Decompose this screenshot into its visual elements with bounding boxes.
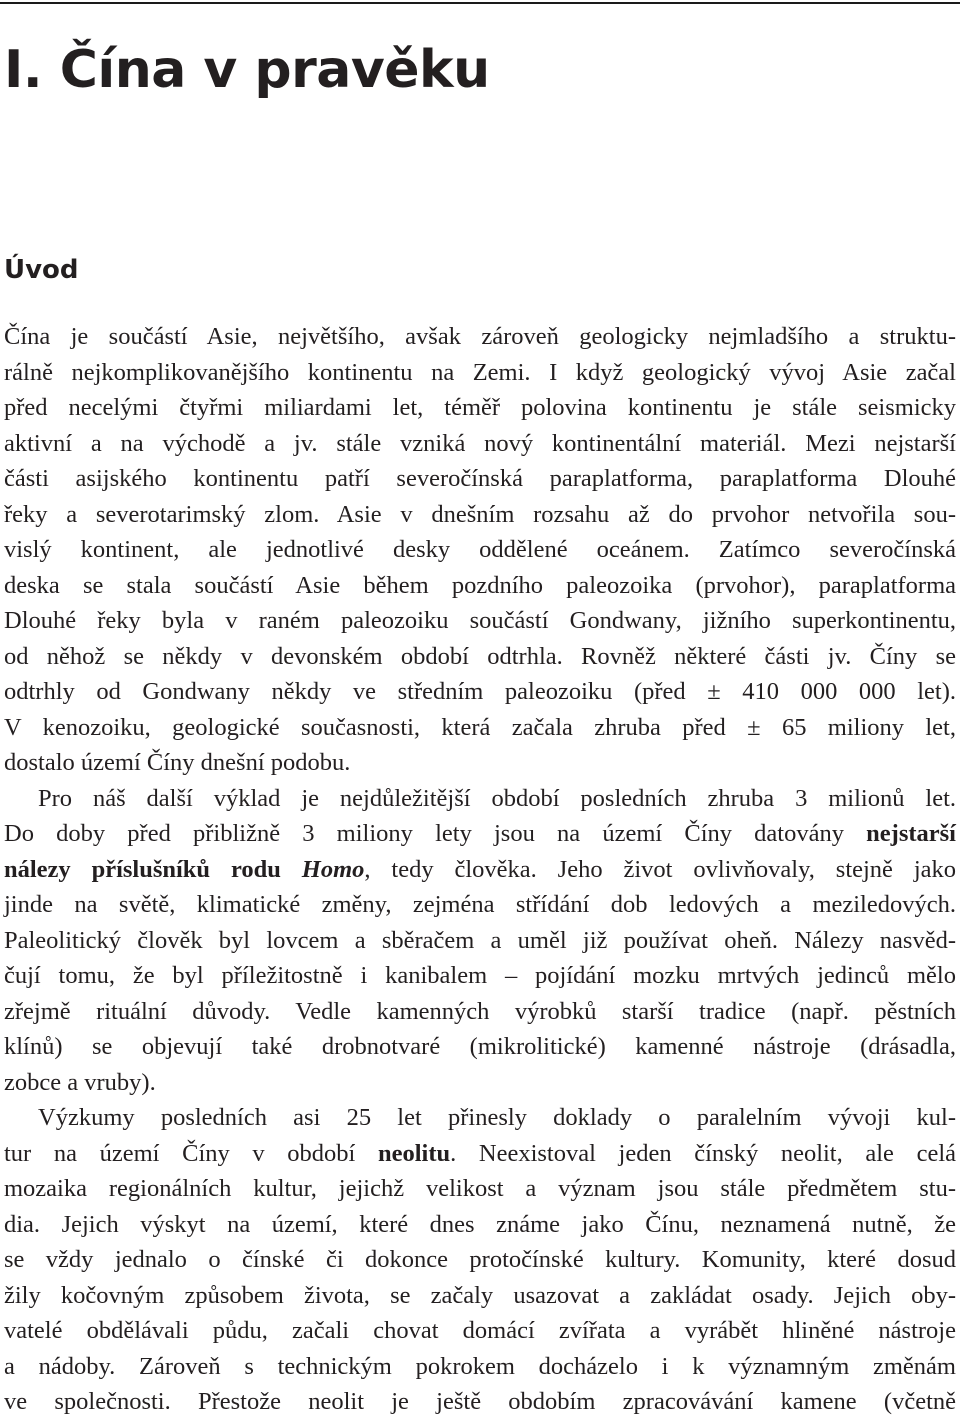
bold-term: nálezy příslušníků rodu [4, 855, 302, 883]
text-line: vatelé obdělávali půdu, začali chovat domácí zvířata a vyrábět hliněné nástroje [4, 1317, 956, 1344]
text-line: čují tomu, že byl příležitostně i kanibalem – pojídání mozku mrtvých jedinců mělo [4, 962, 956, 989]
text-line [4, 1136, 956, 1172]
text-line: deska se stala součástí Asie během pozdního paleozoika (prvohor), paraplatforma [4, 571, 956, 599]
text-line: zobce a vruby). [4, 1068, 156, 1096]
paragraph-2 [4, 781, 956, 1101]
bold-term: nejstarší [866, 820, 956, 847]
text-line: Pro náš další výklad je nejdůležitější období posledních zhruba 3 milionů let. [38, 784, 956, 812]
text-line: Dlouhé řeky byla v raném paleozoiku součástí Gondwany, jižního superkontinentu, [4, 607, 956, 634]
text-line: Paleolitický člověk byl lovcem a sběračem a uměl již používat oheň. Nálezy nasvěd- [4, 926, 956, 954]
text-line: a nádoby. Zároveň s technickým pokrokem docházelo i k významným změnám [4, 1352, 956, 1380]
italic-term: Homo [301, 855, 365, 883]
text-line: od něhož se někdy v devonském období odtrhla. Rovněž některé části jv. Číny se [4, 642, 956, 670]
text-line: Čína je součástí Asie, největšího, avšak zároveň geologicky nejmladšího a struktu- [4, 323, 956, 350]
text-line: Výzkumy posledních asi 25 let přinesly doklady o paralelním vývoji kul- [38, 1104, 956, 1131]
section-heading: Úvod [4, 255, 79, 285]
text-line: rálně nejkomplikovanějšího kontinentu na Zemi. I když geologický vývoj Asie začal [4, 358, 956, 386]
text-line: odtrhly od Gondwany někdy ve středním paleozoiku (před ± 410 000 000 let). [4, 678, 956, 705]
text-run: tur na území Číny v období [4, 1139, 378, 1167]
text-line: jinde na světě, klimatické změny, zejména střídání dob ledových a meziledových. [4, 891, 956, 918]
top-rule [0, 2, 960, 4]
text-line: ve společnosti. Přestože neolit je ještě obdobím zpracovávání kamene (včetně [4, 1388, 956, 1415]
text-line: vislý kontinent, ale jednotlivé desky oddělené oceánem. Zatímco severočínská [4, 536, 956, 563]
text-run: , tedy člověka. Jeho život ovlivňovaly, stejně jako [364, 855, 956, 883]
chapter-title: I. Čína v pravěku [4, 40, 490, 100]
text-line: zřejmě rituální důvody. Vedle kamenných výrobků starší tradice (např. pěstních [4, 997, 956, 1025]
text-line: žily kočovným způsobem života, se začaly usazovat a zakládat osady. Jejich oby- [4, 1281, 956, 1309]
text-line [4, 816, 956, 852]
text-line: dostalo území Číny dnešní podobu. [4, 749, 351, 776]
text-line: řeky a severotarimský zlom. Asie v dnešním rozsahu až do prvohor netvořila sou- [4, 500, 956, 528]
text-run: Do doby před přibližně 3 miliony lety jsou na území Číny datovány [4, 820, 867, 847]
bold-term: neolitu [377, 1139, 451, 1167]
paragraph-1 [4, 319, 956, 781]
text-line: před necelými čtyřmi miliardami let, téměř polovina kontinentu je stále seismicky [4, 394, 956, 421]
text-run: . Neexistoval jeden čínský neolit, ale celá [450, 1139, 956, 1167]
text-line: mozaika regionálních kultur, jejichž velikost a význam jsou stále předmětem stu- [4, 1175, 956, 1202]
text-line: se vždy jednalo o čínské či dokonce protočínské kultury. Komunity, které dosud [4, 1246, 956, 1273]
text-line [4, 852, 956, 888]
text-line: V kenozoiku, geologické současnosti, která začala zhruba před ± 65 miliony let, [4, 713, 956, 741]
text-line: dia. Jejich výskyt na území, které dnes známe jako Čínu, neznamená nutně, že [4, 1210, 956, 1238]
text-line: aktivní a na východě a jv. stále vzniká nový kontinentální materiál. Mezi nejstarší [4, 429, 956, 457]
paragraph-3 [4, 1100, 956, 1420]
text-line: části asijského kontinentu patří severočínská paraplatforma, paraplatforma Dlouhé [4, 465, 956, 492]
body-text [4, 319, 956, 1420]
text-line: klínů) se objevují také drobnotvaré (mikrolitické) kamenné nástroje (drásadla, [4, 1033, 956, 1060]
